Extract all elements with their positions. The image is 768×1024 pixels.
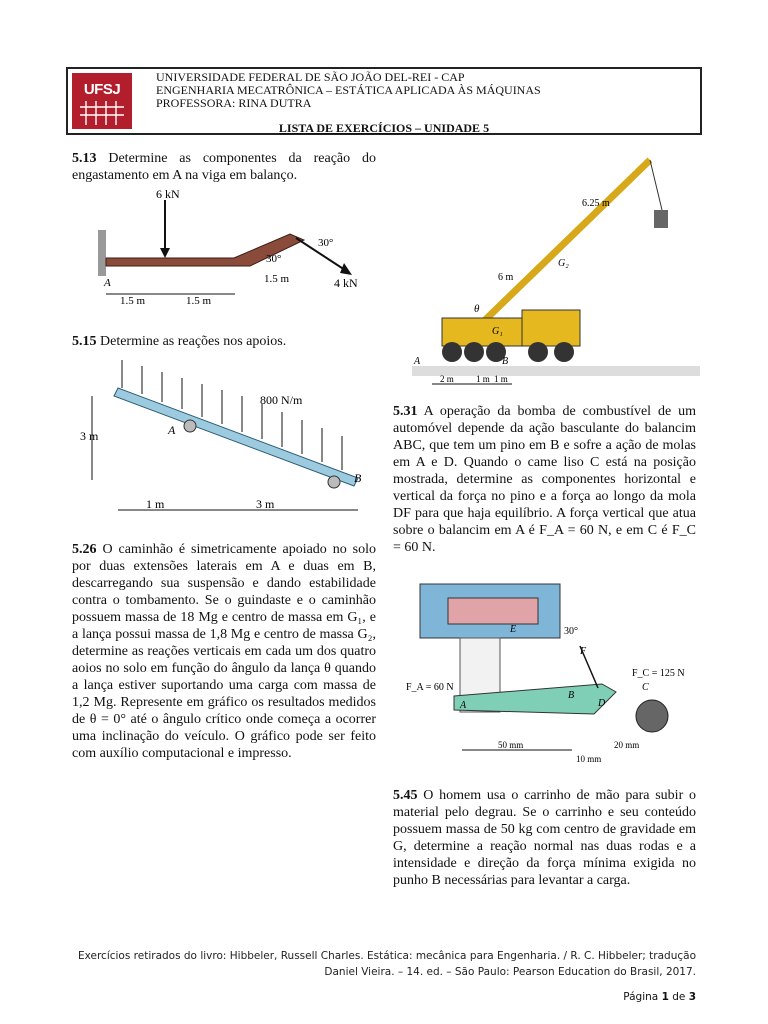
arrow-head-icon <box>160 248 170 258</box>
ground <box>412 366 700 376</box>
truck-wheel <box>554 342 574 362</box>
problem-number: 5.31 <box>393 404 418 419</box>
page-label: Página <box>623 991 659 1003</box>
label-angle: 30° <box>564 626 578 637</box>
fixed-wall <box>98 230 106 276</box>
label-dim-2: 1.5 m <box>186 295 212 307</box>
label-6kn: 6 kN <box>156 190 180 201</box>
label-length: 1.5 m <box>264 273 290 285</box>
problem-5-31 <box>393 403 696 556</box>
label-theta: θ <box>474 303 480 315</box>
label-boom-length: 6.25 m <box>582 198 610 209</box>
pin-support-a <box>184 420 196 432</box>
label-10mm: 10 mm <box>576 754 602 764</box>
cam-c <box>636 700 668 732</box>
problem-5-45 <box>393 787 696 889</box>
label-a: A <box>104 277 111 289</box>
figure-5-13 <box>90 190 380 310</box>
truck-cab <box>522 310 580 346</box>
logo-text: UFSJ <box>83 81 121 98</box>
label-dim-2: 3 m <box>256 497 275 511</box>
label-angle-1: 30° <box>318 237 334 249</box>
problem-5-13 <box>72 150 376 184</box>
figure-5-15 <box>72 360 372 520</box>
problem-number: 5.45 <box>393 788 418 803</box>
label-4kn: 4 kN <box>334 276 358 290</box>
problem-5-15 <box>72 333 376 350</box>
label-fc: F_C = 125 N <box>632 668 685 679</box>
label-angle-2: 30° <box>266 253 282 265</box>
footer-reference <box>56 948 696 980</box>
crane-boom <box>482 160 650 323</box>
label-fa: F_A = 60 N <box>406 682 454 693</box>
crane-cable <box>650 160 662 210</box>
page-number <box>623 991 696 1003</box>
footer-line-1: Exercícios retirados do livro: Hibbeler, Russell Charles. Estática: mecânica para Engenharia. / R. C. Hibbeler; tradução <box>77 950 696 962</box>
label-g1: G₁ <box>492 326 503 337</box>
label-dim-1m-b: 1 m <box>494 374 508 384</box>
problem-5-26 <box>72 541 376 762</box>
page-sep: de <box>672 991 686 1003</box>
roller-support-b <box>328 476 340 488</box>
label-load: 800 N/m <box>260 393 303 407</box>
document-header <box>66 67 702 135</box>
label-a: A <box>414 356 421 367</box>
label-dim-1m-a: 1 m <box>476 374 490 384</box>
figure-5-26-crane <box>412 148 700 388</box>
label-g2: G₂ <box>558 258 569 269</box>
problem-text: O caminhão é simetricamente apoiado no solo por duas extensões laterais em A e duas em B, descarregando sua suspensão e dando estabilidade contra o tombamento. Se o guindaste e o caminhão possuem massa de 18 Mg e centro de massa em G₁, e a lança possui massa de 1,8 Mg e centro de massa G₂, determine as reações verticais em cada um dos quatro aoios no solo em função do ângulo da lança θ quando a lança estiver suportando uma carga com massa de 1,2 Mg. Represente em gráfico os resultados medidos de θ = 0° até o ângulo crítico onde começa a ocorrer uma inclinação do veículo. O gráfico pode ser feito com auxílio computacional e impresso. <box>72 542 377 761</box>
label-boom-6m: 6 m <box>498 272 514 283</box>
course-name: ENGENHARIA MECATRÔNICA – ESTÁTICA APLICADA ÀS MÁQUINAS <box>156 83 541 97</box>
problem-number: 5.26 <box>72 542 97 557</box>
problem-number: 5.15 <box>72 334 97 349</box>
page-total: 3 <box>688 991 696 1003</box>
problem-text: O homem usa o carrinho de mão para subir o material pelo degrau. Se o carrinho e seu conteúdo possuem massa de 50 kg com centro de gravidade em G, determine a reação normal nas duas rodas e a intensidade e direção da força mínima exigida no punho B necessárias para levantar a carga. <box>393 788 697 888</box>
list-title: LISTA DE EXERCÍCIOS – UNIDADE 5 <box>278 121 490 135</box>
pump-diaphragm <box>448 598 538 624</box>
crane-load <box>654 210 668 228</box>
truck-wheel <box>442 342 462 362</box>
problem-text: Determine as componentes da reação do engastamento em A na viga em balanço. <box>72 151 376 183</box>
arrow-head-icon <box>340 263 352 275</box>
label-height: 3 m <box>80 429 99 443</box>
label-a: A <box>460 700 467 711</box>
figure-5-31-pump <box>402 578 694 768</box>
label-e: E <box>510 624 517 635</box>
distributed-load-arrows <box>122 360 342 470</box>
truck-wheel <box>528 342 548 362</box>
label-a: A <box>168 423 176 437</box>
label-b: B <box>568 690 575 701</box>
university-name: UNIVERSIDADE FEDERAL DE SÃO JOÃO DEL-REI - CAP <box>156 70 465 84</box>
label-dim-2m: 2 m <box>440 374 454 384</box>
problem-number: 5.13 <box>72 151 97 166</box>
label-20mm: 20 mm <box>614 740 640 750</box>
truck-wheel <box>464 342 484 362</box>
label-dim-1: 1.5 m <box>120 295 146 307</box>
professor-name: PROFESSORA: RINA DUTRA <box>156 96 312 110</box>
label-b: B <box>502 356 509 367</box>
label-50mm: 50 mm <box>498 740 524 750</box>
page-current: 1 <box>661 991 669 1003</box>
label-b: B <box>354 471 362 485</box>
footer-line-2: Daniel Vieira. – 14. ed. – São Paulo: Pearson Education do Brasil, 2017. <box>324 966 696 978</box>
problem-text: Determine as reações nos apoios. <box>100 334 287 349</box>
label-f: F <box>580 646 587 657</box>
label-d: D <box>598 698 606 709</box>
inclined-beam <box>114 388 358 486</box>
label-dim-1: 1 m <box>146 497 165 511</box>
problem-text: A operação da bomba de combustível de um automóvel depende da ação basculante do balancim ABC, que tem um pino em B e sofre a ação de molas em A e D. Quando o came liso C está na posição mostrada, determine as componentes horizontal e vertical da força no pino e a força ao longo da mola DF para que haja equilíbrio. A força vertical que atua sobre o balancim em A é F_A = 60 N, e em C é F_C = 60 N. <box>393 404 696 555</box>
label-c: C <box>642 682 649 693</box>
